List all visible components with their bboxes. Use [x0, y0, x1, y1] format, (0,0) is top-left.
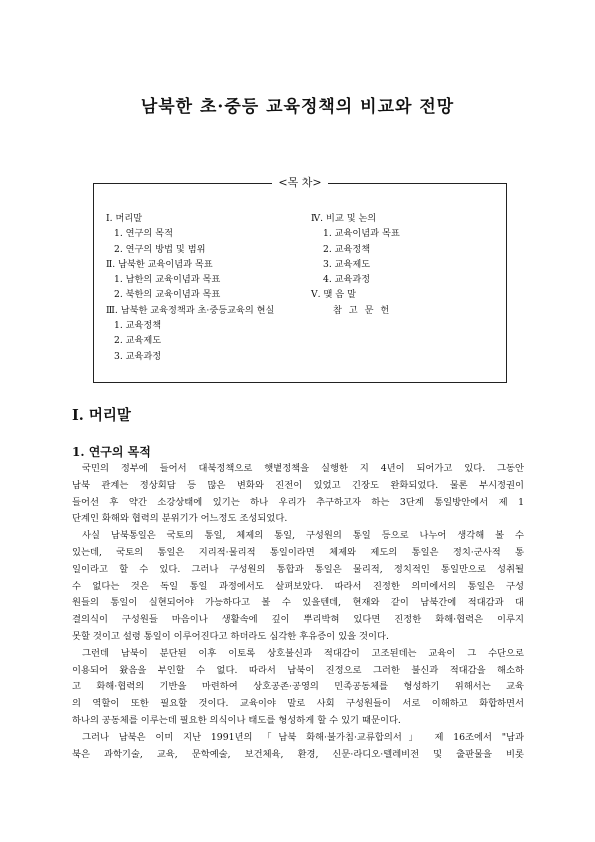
paragraph-line: 있는데, 국토의 통일은 지리적·물리적 통일이라면 체제와 제도의 통일은 정치·군사적 통: [72, 546, 524, 558]
toc-entry: 2. 연구의 방법 및 범위: [114, 243, 206, 255]
toc-entry: 4. 교육과정: [323, 274, 371, 286]
toc-entry: Ⅳ. 비교 및 논의: [311, 213, 377, 224]
subsection-heading: 1. 연구의 목적: [72, 445, 151, 459]
toc-entry: 1. 남한의 교육이념과 목표: [114, 274, 221, 286]
toc-heading: [94, 176, 506, 190]
toc-entry: 3. 교육제도: [323, 258, 371, 270]
paragraph-line: 의 역할이 또한 필요할 것이다. 교육이야 말로 사회 구성원들이 서로 이해하고 화합하면서: [72, 698, 524, 710]
toc-heading-text: <목 차>: [272, 176, 327, 189]
toc-entry: 3. 교육과정: [114, 350, 162, 362]
toc-entry: Ⅰ. 머리말: [106, 213, 143, 224]
paragraph-line: 북은 과학기술, 교육, 문학예술, 보건체육, 환경, 신문·라디오·텔레비전 및 출판물을 비롯: [72, 748, 524, 760]
section-heading: Ⅰ. 머리말: [72, 407, 131, 424]
toc-entry: Ⅱ. 남북한 교육이념과 목표: [106, 258, 213, 270]
toc-entry: 1. 교육정책: [114, 320, 162, 332]
paragraph-line: 하나의 공동체를 이루는데 필요한 의식이나 태도를 형성하게 할 수 있기 때문이다.: [72, 714, 401, 726]
toc-entry: 2. 교육제도: [114, 335, 162, 347]
body-text: [72, 461, 524, 763]
toc-entry: 2. 북한의 교육이념과 목표: [114, 289, 221, 301]
paragraph-line: 단계인 화해와 협력의 분위기가 어느정도 조성되었다.: [72, 513, 288, 525]
toc-right-column: [311, 211, 400, 318]
paragraph-line: 들어선 후 약간 소강상태에 있기는 하나 우리가 추구하고자 하는 3단계 통일방안에서 제 1: [72, 496, 524, 508]
paragraph-line: 사실 남북통일은 국토의 통일, 체제의 통일, 구성원의 통일 등으로 나누어 생각해 볼 수: [82, 530, 524, 542]
paragraph-line: 그런데 남북이 분단된 이후 이토록 상호불신과 적대감이 고조된데는 교육이 그 수단으로: [82, 647, 524, 659]
paragraph-line: 그러나 남북은 이미 지난 1991년의 「남북 화해·불가침·교류합의서」 제 16조에서 "남과: [82, 731, 524, 743]
paragraph-line: 국민의 정부에 들어서 대북정책으로 햇볕정책을 실행한 지 4년이 되어가고 있다. 그동안: [82, 463, 524, 474]
paragraph-line: 못할 것이고 설령 통일이 이루어진다고 하더라도 심각한 후유증이 있을 것이다.: [72, 630, 389, 642]
paragraph-line: 결의식이 구성원들 마음이나 생활속에 깊이 뿌리박혀 있다면 진정한 화해·협력은 이루지: [72, 614, 524, 626]
paragraph-line: 남북 관계는 정상회담 등 많은 변화와 진전이 있었고 긴장도 완화되었다. 물론 부시정권이: [72, 479, 524, 491]
toc-entry: Ⅲ. 남북한 교육정책과 초·중등교육의 현실: [106, 304, 275, 316]
paragraph-line: 원들의 통일이 실현되어야 가능하다고 볼 수 있을텐데, 현재와 같이 남북간에 적대감과 대: [72, 597, 524, 609]
table-of-contents: [93, 176, 507, 383]
toc-entry: 참 고 문 헌: [333, 304, 392, 316]
toc-entry: Ⅴ. 맺 음 말: [311, 289, 356, 301]
toc-entry: 2. 교육정책: [323, 243, 371, 255]
paragraph-line: 일이라고 할 수 있다. 그러나 구성원의 통합과 통일은 물리적, 정치적인 통일만으로 성취될: [72, 563, 524, 575]
toc-left-column: [106, 211, 274, 364]
paragraph-line: 수 없다는 것은 독일 통일 과정에서도 살펴보았다. 따라서 진정한 의미에서의 통일은 구성: [72, 580, 524, 592]
paragraph-line: 고 화해·협력의 기반을 마련하여 상호공존·공영의 민족공동체를 형성하기 위해서는 교육: [72, 681, 524, 693]
toc-entry: 1. 교육이념과 목표: [323, 228, 400, 240]
document-title: 남북한 초·중등 교육정책의 비교와 전망: [140, 97, 455, 117]
toc-entry: 1. 연구의 목적: [114, 228, 173, 240]
paragraph-line: 이용되어 왔음을 부인할 수 없다. 따라서 남북이 진정으로 그러한 불신과 적대감을 해소하: [72, 664, 524, 676]
